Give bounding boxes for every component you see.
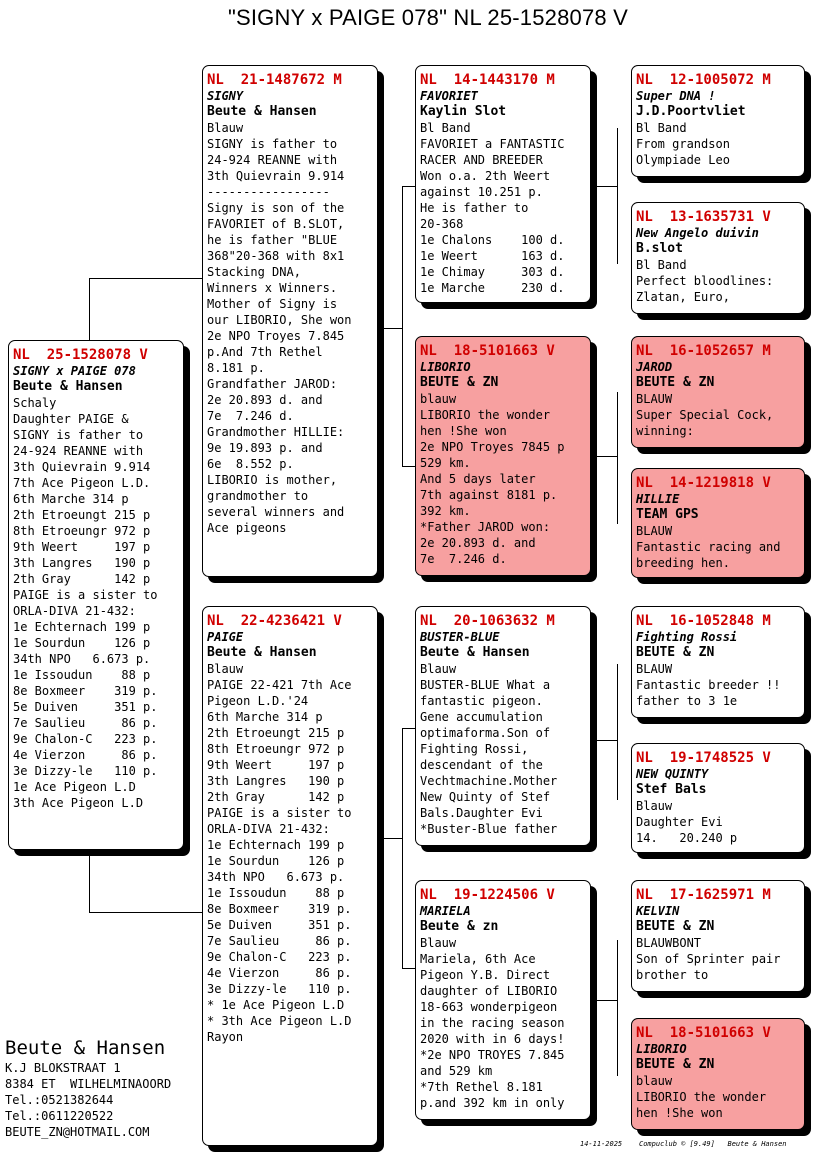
pedigree-title: "SIGNY x PAIGE 078" NL 25-1528078 V — [227, 5, 629, 30]
info-line: 529 km. — [420, 456, 471, 470]
info-line: Bl Band — [636, 258, 687, 272]
info-line: grandmother to — [207, 489, 309, 503]
info-line: PAIGE is a sister to — [13, 588, 158, 602]
info-line: 9e Chalon-C 223 p. — [207, 950, 352, 964]
info-line: 1e Weert 163 d. — [420, 249, 565, 263]
info-line: BLAUW — [636, 662, 673, 676]
info-line: Pigeon Y.B. Direct — [420, 968, 551, 982]
info-line: 1e Chimay 303 d. — [420, 265, 565, 279]
owner-name: Stef Bals — [636, 782, 707, 797]
info-line: LIBORIO the wonder — [420, 408, 551, 422]
info-line: 7e Saulieu 86 p. — [13, 716, 158, 730]
info-line: descendant of the — [420, 758, 543, 772]
info-line: our LIBORIO, She won — [207, 313, 352, 327]
info-line: SIGNY is father to — [207, 137, 338, 151]
connector-line — [384, 328, 402, 329]
owner-name: BEUTE & ZN — [636, 1057, 715, 1072]
pigeon-name: HILLIE — [636, 492, 680, 506]
info-line: p.and 392 km in only — [420, 1096, 565, 1110]
info-line: in the racing season — [420, 1016, 565, 1030]
info-line: *2e NPO TROYES 7.845 — [420, 1048, 565, 1062]
info-line: 9th Weert 197 p — [207, 758, 345, 772]
connector-line — [402, 728, 403, 968]
ring-number: NL 19-1224506 V — [420, 887, 555, 903]
info-line: *7th Rethel 8.181 — [420, 1080, 543, 1094]
connector-line — [617, 392, 618, 524]
info-line: 5e Duiven 351 p. — [13, 700, 158, 714]
ring-number: NL 25-1528078 V — [13, 347, 148, 363]
info-line: and 529 km — [420, 1064, 493, 1078]
info-line: 8e Boxmeer 319 p. — [13, 684, 158, 698]
info-line: BLAUW — [636, 524, 673, 538]
info-line: 18-663 wonderpigeon — [420, 1000, 558, 1014]
connector-line — [597, 186, 617, 187]
info-line: 3th Quievrain 9.914 — [207, 169, 345, 183]
pedigree-card-dss[interactable] — [631, 606, 805, 718]
info-line: 7e Saulieu 86 p. — [207, 934, 352, 948]
owner-name: BEUTE & ZN — [636, 375, 715, 390]
breeder-email: BEUTE_ZN@HOTMAIL.COM — [5, 1125, 150, 1139]
pedigree-card-sire-dam[interactable] — [415, 336, 591, 576]
info-line: 1e Echternach 199 p — [207, 838, 345, 852]
info-line: 2e 20.893 d. and — [207, 393, 323, 407]
connector-line — [597, 456, 617, 457]
info-line: p.And 7th Rethel — [207, 345, 323, 359]
info-line: fantastic pigeon. — [420, 694, 543, 708]
info-line: 1e Sourdun 126 p — [13, 636, 151, 650]
info-line: 2e NPO Troyes 7.845 — [207, 329, 345, 343]
pedigree-card-dam-sire[interactable] — [415, 606, 591, 846]
pedigree-card-dam-dam[interactable] — [415, 880, 591, 1120]
info-line: 8.181 p. — [207, 361, 265, 375]
info-line: Blauw — [420, 936, 457, 950]
pedigree-card-dds[interactable] — [631, 880, 805, 992]
info-line: ----------------- — [207, 185, 330, 199]
info-line: Daughter PAIGE & — [13, 412, 129, 426]
info-line: Mariela, 6th Ace — [420, 952, 536, 966]
info-line: LIBORIO is mother, — [207, 473, 338, 487]
info-line: 4e Vierzon 86 p. — [13, 748, 158, 762]
info-line: Bals.Daughter Evi — [420, 806, 543, 820]
connector-line — [597, 740, 617, 741]
info-line: 1e Issoudun 88 p — [207, 886, 345, 900]
owner-name: Beute & zn — [420, 919, 499, 934]
info-line: winning: — [636, 424, 694, 438]
info-line: Rayon — [207, 1030, 244, 1044]
info-line: 24-924 REANNE with — [13, 444, 144, 458]
info-line: he is father "BLUE — [207, 233, 338, 247]
ring-number: NL 17-1625971 M — [636, 887, 771, 903]
info-line: breeding hen. — [636, 556, 730, 570]
pigeon-name: NEW QUINTY — [636, 767, 709, 781]
info-line: Zlatan, Euro, — [636, 290, 730, 304]
info-line: Bl Band — [636, 121, 687, 135]
info-line: blauw — [636, 1074, 673, 1088]
info-line: 2th Gray 142 p — [13, 572, 151, 586]
info-line: Mother of Signy is — [207, 297, 338, 311]
breeder-city: 8384 ET WILHELMINAOORD — [5, 1077, 172, 1091]
info-line: From grandson — [636, 137, 730, 151]
connector-line — [89, 850, 90, 912]
info-line: against 10.251 p. — [420, 185, 543, 199]
info-line: BLAUW — [636, 392, 673, 406]
info-line: 9th Weert 197 p — [13, 540, 151, 554]
info-line: 4e Vierzon 86 p. — [207, 966, 352, 980]
info-line: 9e 19.893 p. and — [207, 441, 323, 455]
info-line: PAIGE 22-421 7th Ace — [207, 678, 352, 692]
pedigree-card-ssd[interactable] — [631, 202, 805, 314]
connector-line — [89, 278, 204, 279]
owner-name: TEAM GPS — [636, 507, 699, 522]
info-line: Grandfather JAROD: — [207, 377, 338, 391]
info-line: Fighting Rossi, — [420, 742, 529, 756]
ring-number: NL 19-1748525 V — [636, 750, 771, 766]
owner-name: Beute & Hansen — [420, 645, 530, 660]
pigeon-name: FAVORIET — [420, 89, 478, 103]
ring-number: NL 16-1052657 M — [636, 343, 771, 359]
info-line: *Father JAROD won: — [420, 520, 551, 534]
connector-line — [402, 186, 403, 466]
info-line: 6th Marche 314 p — [13, 492, 129, 506]
info-line: 1e Chalons 100 d. — [420, 233, 565, 247]
info-line: * 1e Ace Pigeon L.D — [207, 998, 345, 1012]
pigeon-name: JAROD — [636, 360, 673, 374]
info-line: Blauw — [207, 121, 244, 135]
info-line: hen !She won — [636, 1106, 723, 1120]
info-line: 2th Etroeungt 215 p — [207, 726, 345, 740]
info-line: 3th Quievrain 9.914 — [13, 460, 151, 474]
ring-number: NL 18-5101663 V — [636, 1025, 771, 1041]
info-line: 5e Duiven 351 p. — [207, 918, 352, 932]
pedigree-card-sire[interactable] — [202, 65, 378, 577]
info-line: New Quinty of Stef — [420, 790, 551, 804]
info-line: Son of Sprinter pair — [636, 952, 781, 966]
info-line: SIGNY is father to — [13, 428, 144, 442]
info-line: Fantastic racing and — [636, 540, 781, 554]
info-line: He is father to — [420, 201, 529, 215]
info-line: 1e Echternach 199 p — [13, 620, 151, 634]
connector-line — [89, 278, 90, 340]
connector-line — [89, 912, 204, 913]
info-line: Winners x Winners. — [207, 281, 338, 295]
pigeon-name: PAIGE — [207, 630, 244, 644]
info-line: Won o.a. 2th Weert — [420, 169, 551, 183]
ring-number: NL 16-1052848 M — [636, 613, 771, 629]
info-line: Bl Band — [420, 121, 471, 135]
ring-number: NL 12-1005072 M — [636, 72, 771, 88]
info-line: Grandmother HILLIE: — [207, 425, 345, 439]
info-line: Daughter Evi — [636, 815, 723, 829]
ring-number: NL 21-1487672 M — [207, 72, 342, 88]
connector-line — [597, 1000, 617, 1001]
info-line: 1e Ace Pigeon L.D — [13, 780, 136, 794]
info-line: 2e 20.893 d. and — [420, 536, 536, 550]
pedigree-card-sds[interactable] — [631, 336, 805, 448]
info-line: Stacking DNA, — [207, 265, 301, 279]
info-line: 14. 20.240 p — [636, 831, 738, 845]
info-line: 2e NPO Troyes 7845 p — [420, 440, 565, 454]
info-line: 1e Marche 230 d. — [420, 281, 565, 295]
info-line: 2th Etroeungt 215 p — [13, 508, 151, 522]
pigeon-name: LIBORIO — [636, 1042, 687, 1056]
info-line: several winners and — [207, 505, 345, 519]
info-line: 3th Langres 190 p — [13, 556, 151, 570]
info-line: 7e 7.246 d. — [420, 552, 507, 566]
info-line: 3th Ace Pigeon L.D — [13, 796, 144, 810]
info-line: 24-924 REANNE with — [207, 153, 338, 167]
ring-number: NL 20-1063632 M — [420, 613, 555, 629]
info-line: Ace pigeons — [207, 521, 287, 535]
info-line: 2020 with in 6 days! — [420, 1032, 565, 1046]
info-line: FAVORIET a FANTASTIC — [420, 137, 565, 151]
pigeon-name: KELVIN — [636, 904, 680, 918]
pigeon-name: MARIELA — [420, 904, 471, 918]
info-line: Schaly — [13, 396, 57, 410]
pigeon-name: Super DNA ! — [636, 89, 716, 103]
info-line: 8e Boxmeer 319 p. — [207, 902, 352, 916]
info-line: 6th Marche 314 p — [207, 710, 323, 724]
info-line: 1e Issoudun 88 p — [13, 668, 151, 682]
owner-name: BEUTE & ZN — [636, 645, 715, 660]
info-line: 8th Etroeungr 972 p — [207, 742, 345, 756]
info-line: 1e Sourdun 126 p — [207, 854, 345, 868]
info-line: 2th Gray 142 p — [207, 790, 345, 804]
info-line: ORLA-DIVA 21-432: — [207, 822, 330, 836]
info-line: blauw — [420, 392, 457, 406]
info-line: 3th Langres 190 p — [207, 774, 345, 788]
info-line: RACER AND BREEDER — [420, 153, 543, 167]
owner-name: J.D.Poortvliet — [636, 104, 746, 119]
connector-line — [617, 128, 618, 264]
info-line: father to 3 1e — [636, 694, 738, 708]
owner-name: BEUTE & ZN — [636, 919, 715, 934]
info-line: Blauw — [420, 662, 457, 676]
info-line: optimaforma.Son of — [420, 726, 551, 740]
info-line: BLAUWBONT — [636, 936, 702, 950]
pigeon-name: SIGNY x PAIGE 078 — [13, 364, 136, 378]
info-line: *Buster-Blue father — [420, 822, 558, 836]
pigeon-name: Fighting Rossi — [636, 630, 738, 644]
breeder-phone-1: Tel.:0521382644 — [5, 1093, 114, 1107]
info-line: daughter of LIBORIO — [420, 984, 558, 998]
info-line: Vechtmachine.Mother — [420, 774, 558, 788]
breeder-name: Beute & Hansen — [5, 1037, 166, 1059]
ring-number: NL 14-1219818 V — [636, 475, 771, 491]
info-line: Perfect bloodlines: — [636, 274, 774, 288]
pigeon-name: New Angelo duivin — [636, 226, 759, 240]
info-line: 368"20-368 with 8x1 — [207, 249, 345, 263]
info-line: Pigeon L.D.'24 — [207, 694, 309, 708]
info-line: 7th Ace Pigeon L.D. — [13, 476, 151, 490]
connector-line — [617, 664, 618, 800]
pigeon-name: BUSTER-BLUE — [420, 630, 500, 644]
info-line: ORLA-DIVA 21-432: — [13, 604, 136, 618]
info-line: Blauw — [207, 662, 244, 676]
owner-name: Beute & Hansen — [207, 104, 317, 119]
breeder-address: K.J BLOKSTRAAT 1 — [5, 1061, 121, 1075]
ring-number: NL 14-1443170 M — [420, 72, 555, 88]
owner-name: Kaylin Slot — [420, 104, 507, 119]
info-line: * 3th Ace Pigeon L.D — [207, 1014, 352, 1028]
info-line: 20-368 — [420, 217, 464, 231]
connector-line — [384, 838, 402, 839]
owner-name: Beute & Hansen — [207, 645, 317, 660]
pedigree-card-sire-sire[interactable] — [415, 65, 591, 303]
info-line: Signy is son of the — [207, 201, 345, 215]
breeder-info — [5, 1036, 171, 1140]
info-line: Fantastic breeder !! — [636, 678, 781, 692]
pedigree-card-dsd[interactable] — [631, 743, 805, 853]
info-line: Super Special Cock, — [636, 408, 774, 422]
info-line: brother to — [636, 968, 709, 982]
info-line: 7e 7.246 d. — [207, 409, 294, 423]
info-line: 34th NPO 6.673 p. — [207, 870, 345, 884]
info-line: And 5 days later — [420, 472, 536, 486]
owner-name: BEUTE & ZN — [420, 375, 499, 390]
info-line: BUSTER-BLUE What a — [420, 678, 551, 692]
owner-name: Beute & Hansen — [13, 379, 123, 394]
pedigree-card-sdd[interactable] — [631, 468, 805, 578]
ring-number: NL 18-5101663 V — [420, 343, 555, 359]
info-line: PAIGE is a sister to — [207, 806, 352, 820]
info-line: LIBORIO the wonder — [636, 1090, 767, 1104]
pedigree-card-ddd[interactable] — [631, 1018, 805, 1130]
breeder-phone-2: Tel.:0611220522 — [5, 1109, 114, 1123]
info-line: 392 km. — [420, 504, 471, 518]
pedigree-card-subject[interactable] — [8, 340, 184, 850]
pedigree-card-sss[interactable] — [631, 65, 805, 177]
info-line: 7th against 8181 p. — [420, 488, 558, 502]
info-line: 9e Chalon-C 223 p. — [13, 732, 158, 746]
info-line: FAVORIET of B.SLOT, — [207, 217, 345, 231]
info-line: Gene accumulation — [420, 710, 543, 724]
info-line: Olympiade Leo — [636, 153, 730, 167]
footer-credit: 14-11-2025 Compuclub © [9.49] Beute & Hansen — [580, 1140, 787, 1148]
info-line: 34th NPO 6.673 p. — [13, 652, 151, 666]
pigeon-name: SIGNY — [207, 89, 244, 103]
info-line: 3e Dizzy-le 110 p. — [207, 982, 352, 996]
owner-name: B.slot — [636, 241, 683, 256]
info-line: Blauw — [636, 799, 673, 813]
info-line: 8th Etroeungr 972 p — [13, 524, 151, 538]
info-line: hen !She won — [420, 424, 507, 438]
info-line: 3e Dizzy-le 110 p. — [13, 764, 158, 778]
pedigree-card-dam[interactable] — [202, 606, 378, 1146]
pigeon-name: LIBORIO — [420, 360, 471, 374]
connector-line — [617, 940, 618, 1076]
info-line: 6e 8.552 p. — [207, 457, 294, 471]
ring-number: NL 13-1635731 V — [636, 209, 771, 225]
ring-number: NL 22-4236421 V — [207, 613, 342, 629]
